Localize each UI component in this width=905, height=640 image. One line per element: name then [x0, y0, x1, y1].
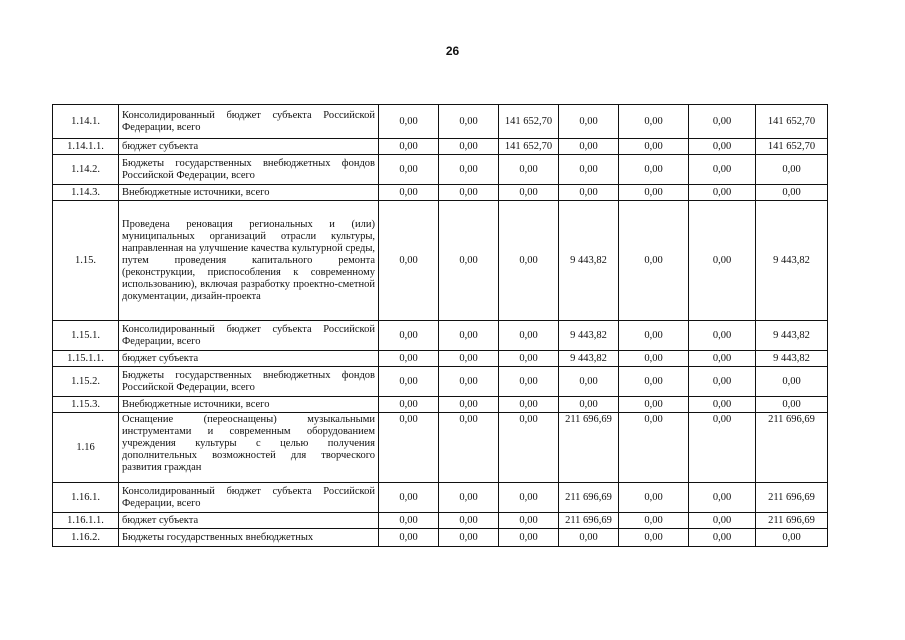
value-cell: 0,00 [379, 397, 439, 413]
value-cell: 0,00 [619, 105, 689, 139]
value-cell: 0,00 [499, 367, 559, 397]
value-cell: 0,00 [619, 201, 689, 321]
row-code: 1.16 [53, 413, 119, 483]
value-cell: 0,00 [379, 351, 439, 367]
value-cell: 0,00 [379, 201, 439, 321]
budget-table-body [53, 105, 828, 547]
value-cell: 0,00 [439, 105, 499, 139]
value-cell: 0,00 [379, 413, 439, 483]
value-cell: 0,00 [439, 139, 499, 155]
value-cell: 0,00 [499, 321, 559, 351]
value-cell: 0,00 [559, 105, 619, 139]
table-row [53, 321, 828, 351]
row-description: Оснащение (переоснащены) музыкальными инструментами и современным оборудованием учреждения культуры с целью получения дополнительных возможностей для творческого развития граждан [119, 413, 379, 483]
table-row [53, 185, 828, 201]
value-cell: 0,00 [756, 529, 828, 547]
value-cell: 211 696,69 [756, 483, 828, 513]
value-cell: 0,00 [756, 185, 828, 201]
value-cell: 0,00 [379, 483, 439, 513]
row-code: 1.14.3. [53, 185, 119, 201]
value-cell: 0,00 [499, 397, 559, 413]
value-cell: 0,00 [499, 155, 559, 185]
value-cell: 0,00 [619, 139, 689, 155]
value-cell: 0,00 [689, 321, 756, 351]
value-cell: 0,00 [689, 397, 756, 413]
value-cell: 0,00 [379, 185, 439, 201]
value-cell: 9 443,82 [756, 351, 828, 367]
value-cell: 0,00 [619, 321, 689, 351]
row-description: Бюджеты государственных внебюджетных фондов Российской Федерации, всего [119, 367, 379, 397]
value-cell: 0,00 [559, 529, 619, 547]
value-cell: 0,00 [379, 529, 439, 547]
value-cell: 0,00 [379, 513, 439, 529]
value-cell: 0,00 [619, 351, 689, 367]
value-cell: 9 443,82 [559, 351, 619, 367]
value-cell: 0,00 [559, 185, 619, 201]
value-cell: 211 696,69 [559, 413, 619, 483]
value-cell: 0,00 [559, 367, 619, 397]
value-cell: 0,00 [689, 483, 756, 513]
value-cell: 0,00 [439, 397, 499, 413]
value-cell: 0,00 [439, 367, 499, 397]
value-cell: 0,00 [689, 201, 756, 321]
value-cell: 0,00 [619, 155, 689, 185]
value-cell: 0,00 [439, 513, 499, 529]
table-row [53, 483, 828, 513]
value-cell: 0,00 [499, 351, 559, 367]
value-cell: 0,00 [689, 529, 756, 547]
value-cell: 9 443,82 [559, 201, 619, 321]
row-description: Консолидированный бюджет субъекта Российской Федерации, всего [119, 483, 379, 513]
value-cell: 0,00 [439, 483, 499, 513]
value-cell: 0,00 [379, 367, 439, 397]
table-row [53, 529, 828, 547]
row-description: Внебюджетные источники, всего [119, 185, 379, 201]
value-cell: 141 652,70 [499, 105, 559, 139]
value-cell: 0,00 [439, 529, 499, 547]
row-code: 1.14.1. [53, 105, 119, 139]
table-row [53, 367, 828, 397]
value-cell: 0,00 [439, 155, 499, 185]
table-row [53, 513, 828, 529]
row-description: бюджет субъекта [119, 513, 379, 529]
value-cell: 0,00 [756, 155, 828, 185]
value-cell: 0,00 [499, 185, 559, 201]
page-number: 26 [445, 44, 460, 58]
value-cell: 0,00 [619, 513, 689, 529]
value-cell: 0,00 [689, 513, 756, 529]
row-code: 1.15.2. [53, 367, 119, 397]
value-cell: 0,00 [499, 513, 559, 529]
value-cell: 0,00 [379, 105, 439, 139]
table-row [53, 155, 828, 185]
value-cell: 141 652,70 [499, 139, 559, 155]
row-code: 1.15.1. [53, 321, 119, 351]
table-row [53, 201, 828, 321]
table-row [53, 139, 828, 155]
row-description: Проведена реновация региональных и (или) муниципальных организаций отрасли культуры, направленная на улучшение качества культурной среды, путем проведения капитального ремонта (реконструкции, приспособления к современному использованию), включая разработку проектно-сметной документации, дизайн-проекта [119, 201, 379, 321]
value-cell: 0,00 [559, 397, 619, 413]
table-row [53, 397, 828, 413]
row-code: 1.15. [53, 201, 119, 321]
row-code: 1.14.1.1. [53, 139, 119, 155]
value-cell: 211 696,69 [756, 513, 828, 529]
table-row [53, 413, 828, 483]
row-description: Бюджеты государственных внебюджетных фондов Российской Федерации, всего [119, 155, 379, 185]
value-cell: 211 696,69 [756, 413, 828, 483]
value-cell: 0,00 [689, 185, 756, 201]
value-cell: 0,00 [439, 185, 499, 201]
value-cell: 0,00 [379, 155, 439, 185]
table-row [53, 351, 828, 367]
table-row [53, 105, 828, 139]
row-description: Консолидированный бюджет субъекта Российской Федерации, всего [119, 105, 379, 139]
row-code: 1.15.3. [53, 397, 119, 413]
value-cell: 211 696,69 [559, 513, 619, 529]
budget-table [52, 104, 828, 547]
value-cell: 0,00 [756, 367, 828, 397]
value-cell: 0,00 [756, 397, 828, 413]
row-code: 1.16.1. [53, 483, 119, 513]
value-cell: 0,00 [619, 413, 689, 483]
value-cell: 0,00 [379, 139, 439, 155]
value-cell: 0,00 [689, 105, 756, 139]
row-code: 1.14.2. [53, 155, 119, 185]
value-cell: 9 443,82 [756, 201, 828, 321]
value-cell: 141 652,70 [756, 105, 828, 139]
value-cell: 0,00 [379, 321, 439, 351]
value-cell: 0,00 [619, 397, 689, 413]
value-cell: 0,00 [499, 483, 559, 513]
value-cell: 0,00 [439, 413, 499, 483]
row-description: бюджет субъекта [119, 351, 379, 367]
row-description: Внебюджетные источники, всего [119, 397, 379, 413]
value-cell: 0,00 [689, 155, 756, 185]
value-cell: 9 443,82 [559, 321, 619, 351]
value-cell: 0,00 [619, 483, 689, 513]
value-cell: 0,00 [559, 139, 619, 155]
value-cell: 0,00 [689, 139, 756, 155]
row-description: бюджет субъекта [119, 139, 379, 155]
value-cell: 0,00 [689, 367, 756, 397]
value-cell: 0,00 [689, 413, 756, 483]
value-cell: 0,00 [499, 413, 559, 483]
value-cell: 141 652,70 [756, 139, 828, 155]
value-cell: 0,00 [619, 185, 689, 201]
value-cell: 0,00 [439, 201, 499, 321]
row-description: Бюджеты государственных внебюджетных [119, 529, 379, 547]
row-code: 1.16.1.1. [53, 513, 119, 529]
value-cell: 0,00 [499, 529, 559, 547]
value-cell: 0,00 [499, 201, 559, 321]
value-cell: 0,00 [439, 351, 499, 367]
value-cell: 9 443,82 [756, 321, 828, 351]
value-cell: 0,00 [689, 351, 756, 367]
value-cell: 0,00 [619, 529, 689, 547]
value-cell: 0,00 [619, 367, 689, 397]
row-code: 1.16.2. [53, 529, 119, 547]
value-cell: 0,00 [439, 321, 499, 351]
row-code: 1.15.1.1. [53, 351, 119, 367]
value-cell: 211 696,69 [559, 483, 619, 513]
row-description: Консолидированный бюджет субъекта Российской Федерации, всего [119, 321, 379, 351]
value-cell: 0,00 [559, 155, 619, 185]
